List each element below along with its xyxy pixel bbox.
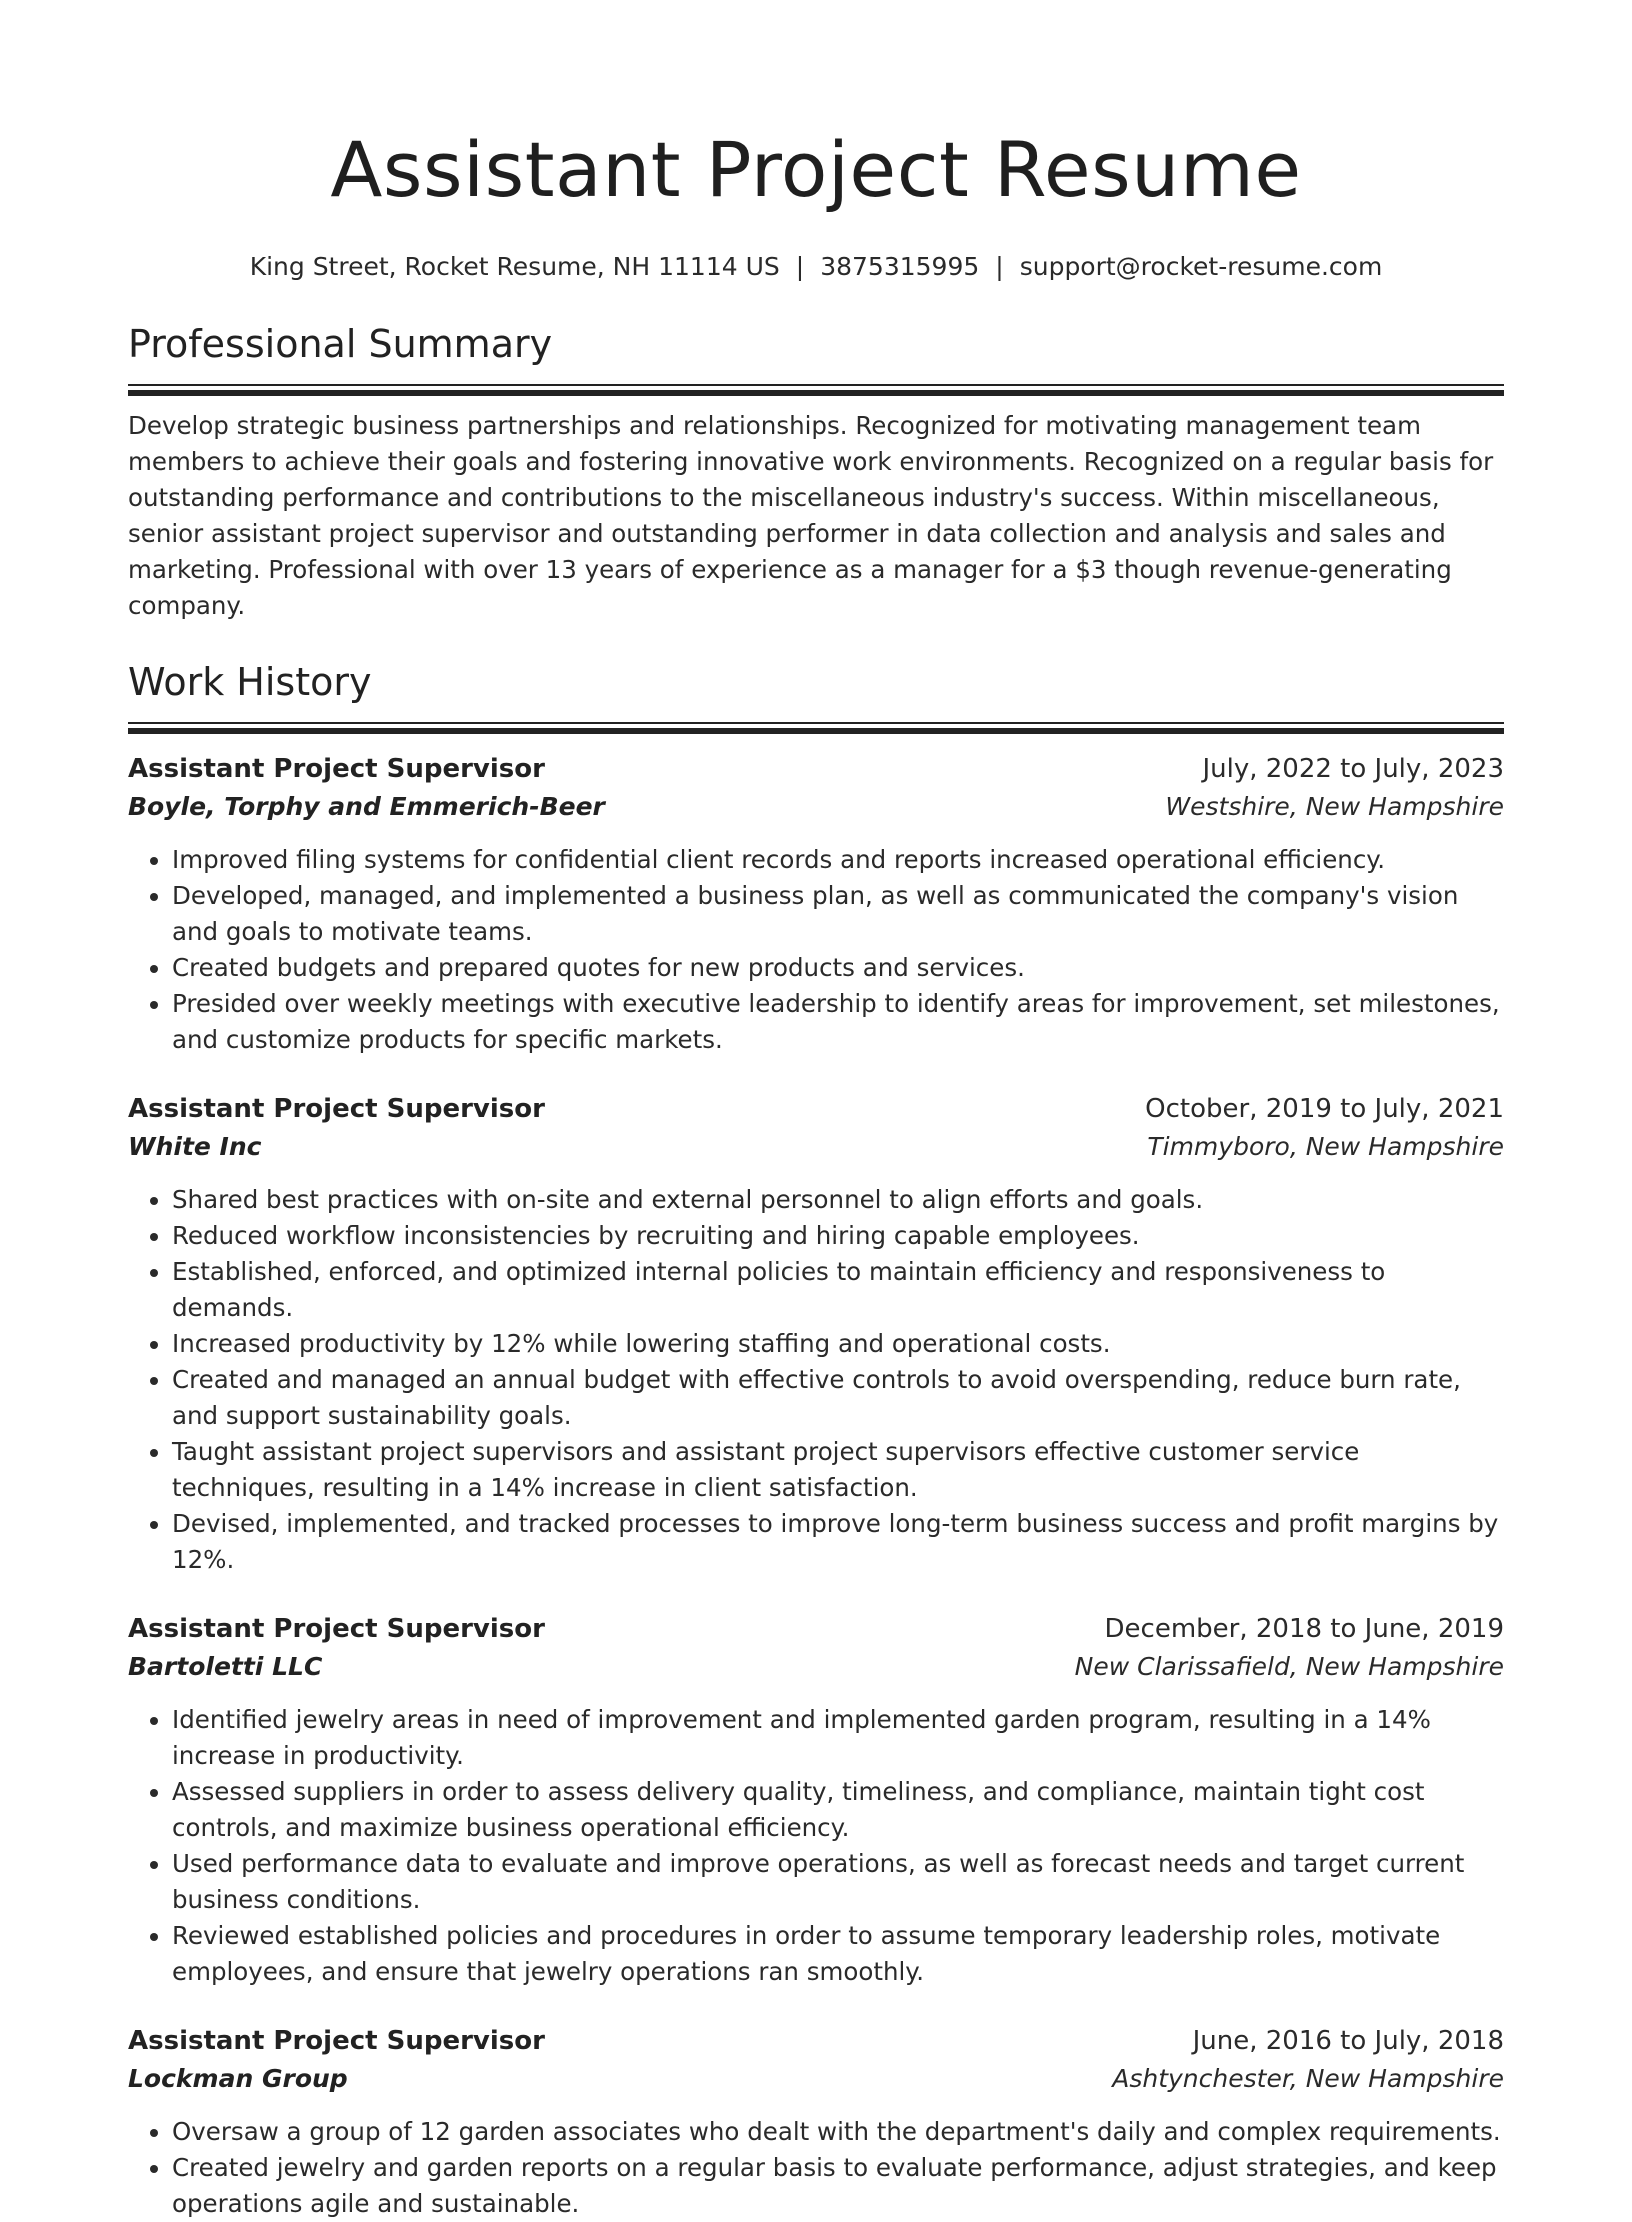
job-location: Timmyboro, New Hampshire [1147, 1132, 1504, 1161]
job-bullet: • Improved filing systems for confidential client records and reports increased operational efficiency. [172, 842, 1504, 878]
contact-email: support@rocket-resume.com [1019, 252, 1383, 281]
job-entry [128, 1090, 1504, 1578]
job-location: New Clarissafield, New Hampshire [1074, 1652, 1504, 1681]
job-entry [128, 1610, 1504, 1990]
job-title: Assistant Project Supervisor [128, 754, 545, 784]
job-company: Bartoletti LLC [128, 1652, 323, 1681]
job-location: Westshire, New Hampshire [1165, 792, 1504, 821]
job-bullet: • Developed, managed, and implemented a business plan, as well as communicated the company's vision and goals to motivate teams. [172, 878, 1504, 950]
section-heading-work-history: Work History [128, 660, 372, 704]
job-dates: October, 2019 to July, 2021 [1145, 1094, 1504, 1124]
contact-separator: | [995, 252, 1004, 281]
job-bullet: • Increased productivity by 12% while lowering staffing and operational costs. [172, 1326, 1504, 1362]
job-title: Assistant Project Supervisor [128, 1094, 545, 1124]
job-dates: June, 2016 to July, 2018 [1192, 2026, 1504, 2056]
job-bullet: • Identified jewelry areas in need of improvement and implemented garden program, resulting in a 14% increase in productivity. [172, 1702, 1504, 1774]
job-entry [128, 2022, 1504, 2222]
job-title: Assistant Project Supervisor [128, 2026, 545, 2056]
job-bullet: • Used performance data to evaluate and improve operations, as well as forecast needs and target current business conditions. [172, 1846, 1504, 1918]
summary-text: Develop strategic business partnerships and relationships. Recognized for motivating management team members to achieve their goals and fostering innovative work environments. Recognized on a regular basis for outstanding performance and contributions to the miscellaneous industry's success. Within miscellaneous, senior assistant project supervisor and outstanding performer in data collection and analysis and sales and marketing. Professional with over 13 years of experience as a manager for a $3 though revenue-generating company. [128, 411, 1494, 620]
job-dates: July, 2022 to July, 2023 [1202, 754, 1504, 784]
job-bullet: • Taught assistant project supervisors and assistant project supervisors effective customer service techniques, resulting in a 14% increase in client satisfaction. [172, 1434, 1504, 1506]
job-bullet: • Oversaw a group of 12 garden associates who dealt with the department's daily and complex requirements. [172, 2114, 1504, 2150]
section-divider [128, 722, 1504, 734]
job-bullets [128, 1182, 1504, 1578]
job-company-row [128, 1128, 1504, 1166]
job-entry [128, 750, 1504, 1058]
job-bullet: • Reduced workflow inconsistencies by recruiting and hiring capable employees. [172, 1218, 1504, 1254]
job-bullet: • Assessed suppliers in order to assess delivery quality, timeliness, and compliance, maintain tight cost controls, and maximize business operational efficiency. [172, 1774, 1504, 1846]
contact-separator: | [795, 252, 805, 281]
work-history-section [128, 658, 1504, 2222]
section-heading-summary: Professional Summary [128, 322, 553, 366]
job-location: Ashtynchester, New Hampshire [1112, 2064, 1504, 2093]
job-bullet: • Shared best practices with on-site and external personnel to align efforts and goals. [172, 1182, 1504, 1218]
job-company: White Inc [128, 1132, 262, 1161]
contact-line [128, 250, 1504, 284]
contact-phone: 3875315995 [820, 252, 980, 281]
job-bullet: • Devised, implemented, and tracked processes to improve long-term business success and profit margins by 12%. [172, 1506, 1504, 1578]
section-divider [128, 384, 1504, 396]
contact-address: King Street, Rocket Resume, NH 11114 US [249, 252, 780, 281]
job-company-row [128, 2060, 1504, 2098]
job-bullets [128, 842, 1504, 1058]
resume-title: Assistant Project Resume [330, 125, 1302, 214]
job-header-row [128, 750, 1504, 788]
job-bullet: • Created budgets and prepared quotes for new products and services. [172, 950, 1504, 986]
job-header-row [128, 1610, 1504, 1648]
job-title: Assistant Project Supervisor [128, 1614, 545, 1644]
job-company-row [128, 1648, 1504, 1686]
job-company-row [128, 788, 1504, 826]
job-header-row [128, 1090, 1504, 1128]
job-bullet: • Created and managed an annual budget with effective controls to avoid overspending, reduce burn rate, and support sustainability goals. [172, 1362, 1504, 1434]
job-bullet: • Established, enforced, and optimized internal policies to maintain efficiency and responsiveness to demands. [172, 1254, 1504, 1326]
job-header-row [128, 2022, 1504, 2060]
professional-summary-section [128, 320, 1504, 624]
job-bullet: • Presided over weekly meetings with executive leadership to identify areas for improvement, set milestones, and customize products for specific markets. [172, 986, 1504, 1058]
job-bullet: • Created jewelry and garden reports on a regular basis to evaluate performance, adjust strategies, and keep operations agile and sustainable. [172, 2150, 1504, 2222]
job-bullets [128, 1702, 1504, 1990]
job-company: Lockman Group [128, 2064, 348, 2093]
job-bullets [128, 2114, 1504, 2222]
job-bullet: • Reviewed established policies and procedures in order to assume temporary leadership roles, motivate employees, and ensure that jewelry operations ran smoothly. [172, 1918, 1504, 1990]
job-company: Boyle, Torphy and Emmerich-Beer [128, 792, 605, 821]
job-dates: December, 2018 to June, 2019 [1104, 1614, 1504, 1644]
